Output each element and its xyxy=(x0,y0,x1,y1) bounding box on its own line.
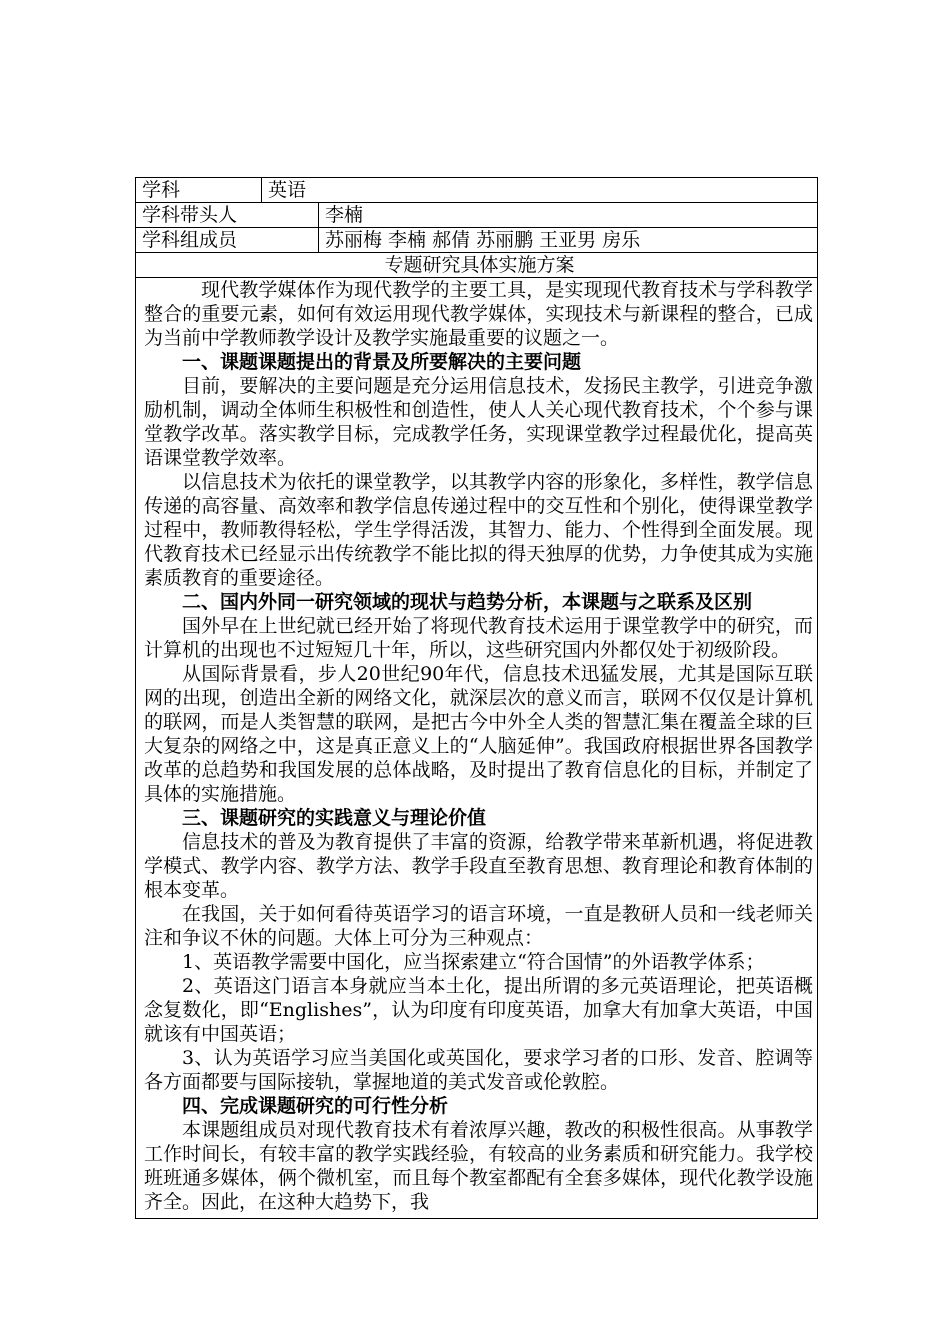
leader-row xyxy=(136,203,818,228)
subject-label: 学科 xyxy=(136,178,262,203)
list-item: 3、认为英语学习应当美国化或英国化，要求学习者的口形、发音、腔调等各方面都要与国际接轨，掌握地道的美式发音或伦敦腔。 xyxy=(144,1047,814,1093)
paragraph: 本课题组成员对现代教育技术有着浓厚兴趣，教改的积极性很高。从事教学工作时间长，有较丰富的教学实践经验，有较高的业务素质和研究能力。我学校班班通多媒体，俩个微机室，而且每个教室都配有全套多媒体，现代化教学设施齐全。因此，在这种大趋势下，我 xyxy=(144,1119,814,1213)
subject-row xyxy=(136,178,818,203)
paragraph: 目前，要解决的主要问题是充分运用信息技术，发扬民主教学，引进竞争激励机制，调动全体师生积极性和创造性，使人人关心现代教育技术，个个参与课堂教学改革。落实教学目标，完成教学任务，实现课堂教学过程最优化，提高英语课堂教学效率。 xyxy=(144,375,814,469)
plan-title: 专题研究具体实施方案 xyxy=(136,253,818,278)
plan-title-row xyxy=(136,253,818,278)
paragraph: 以信息技术为依托的课堂教学，以其教学内容的形象化，多样性，教学信息传递的高容量、高效率和教学信息传递过程中的交互性和个别化，使得课堂教学过程中，教师教得轻松，学生学得活泼，其智力、能力、个性得到全面发展。现代教育技术已经显示出传统教学不能比拟的得天独厚的优势，力争使其成为实施素质教育的重要途径。 xyxy=(144,471,814,589)
paragraph: 国外早在上世纪就已经开始了将现代教育技术运用于课堂教学中的研究，而计算机的出现也不过短短几十年，所以，这些研究国内外都仅处于初级阶段。 xyxy=(144,615,814,661)
section-heading-3: 三、课题研究的实践意义与理论价值 xyxy=(182,807,487,829)
paragraph: 信息技术的普及为教育提供了丰富的资源，给教学带来革新机遇，将促进教学模式、教学内容、教学方法、教学手段直至教育思想、教育理论和教育体制的根本变革。 xyxy=(144,831,814,901)
plan-body xyxy=(136,278,818,1219)
leader-value: 李楠 xyxy=(319,203,818,228)
paragraph-intro: 现代教学媒体作为现代教学的主要工具，是实现现代教育技术与学科教学整合的重要元素，如何有效运用现代教学媒体，实现技术与新课程的整合，已成为当前中学教师教学设计及教学实施最重要的议题之一。 xyxy=(144,279,814,349)
members-value: 苏丽梅 李楠 郝倩 苏丽鹏 王亚男 房乐 xyxy=(319,228,818,253)
members-label: 学科组成员 xyxy=(136,228,319,253)
section-heading-2: 二、国内外同一研究领域的现状与趋势分析，本课题与之联系及区别 xyxy=(182,591,753,613)
research-plan-table xyxy=(135,177,818,1219)
paragraph: 从国际背景看，步人20世纪90年代，信息技术迅猛发展，尤其是国际互联网的出现，创造出全新的网络文化，就深层次的意义而言，联网不仅仅是计算机的联网，而是人类智慧的联网，是把古今中外全人类的智慧汇集在覆盖全球的巨大复杂的网络之中，这是真正意义上的“人脑延伸”。我国政府根据世界各国教学改革的总趋势和我国发展的总体战略，及时提出了教育信息化的目标，并制定了具体的实施措施。 xyxy=(144,663,814,805)
subject-value: 英语 xyxy=(262,178,818,203)
members-row xyxy=(136,228,818,253)
paragraph: 在我国，关于如何看待英语学习的语言环境，一直是教研人员和一线老师关注和争议不休的问题。大体上可分为三种观点： xyxy=(144,903,814,949)
plan-body-row xyxy=(136,278,818,1219)
section-heading-1: 一、课题课题提出的背景及所要解决的主要问题 xyxy=(182,351,582,373)
section-heading-4: 四、完成课题研究的可行性分析 xyxy=(182,1095,449,1117)
list-item: 1、英语教学需要中国化，应当探索建立“符合国情”的外语教学体系； xyxy=(182,951,765,973)
list-item: 2、英语这门语言本身就应当本土化，提出所谓的多元英语理论，把英语概念复数化，即“Englishes”，认为印度有印度英语，加拿大有加拿大英语，中国就该有中国英语； xyxy=(144,975,814,1045)
leader-label: 学科带头人 xyxy=(136,203,319,228)
